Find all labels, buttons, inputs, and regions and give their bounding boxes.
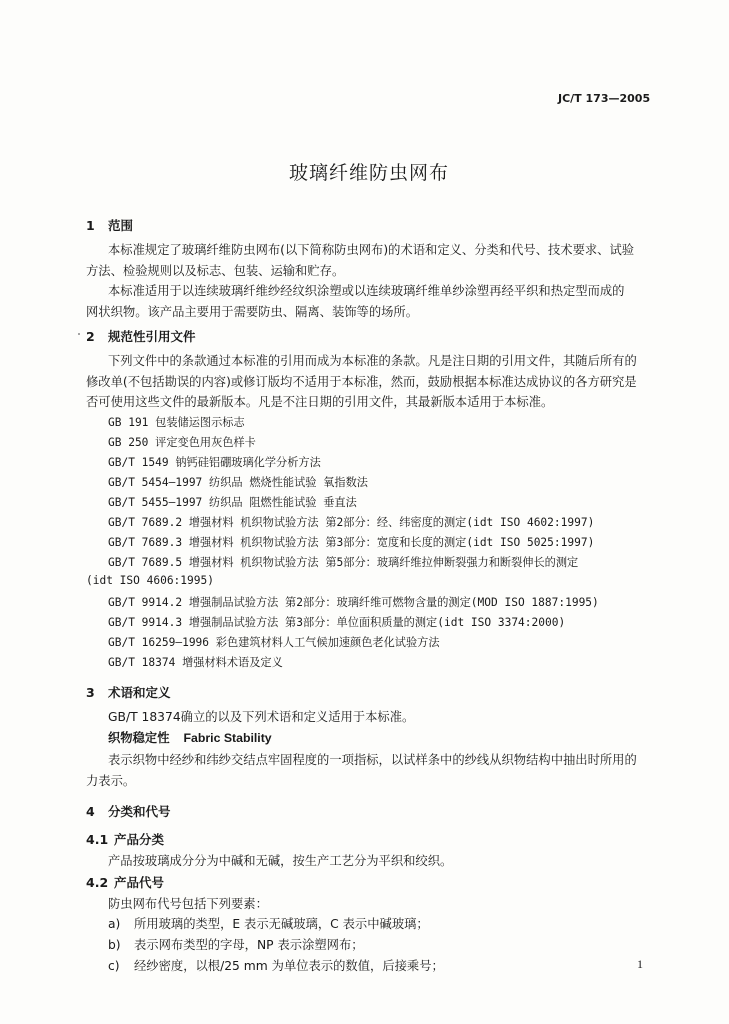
term-english: Fabric Stability — [183, 731, 272, 745]
reference-item-continuation: (idt ISO 4606:1995) — [86, 574, 214, 587]
reference-item: GB 250 评定变色用灰色样卡 — [108, 436, 256, 449]
section-4-heading — [86, 802, 171, 820]
reference-item: GB/T 9914.2 增强制品试验方法 第2部分：玻璃纤维可燃物含量的测定(MOD ISO 1887:1995) — [108, 596, 599, 609]
term-chinese: 织物稳定性 — [108, 731, 170, 745]
section-title: 分类和代号 — [108, 804, 171, 819]
reference-item: GB/T 7689.5 增强材料 机织物试验方法 第5部分：玻璃纤维拉伸断裂强力和断裂伸长的测定 — [108, 556, 579, 569]
section-title: 范围 — [108, 218, 134, 233]
subsection-4-1-heading — [86, 830, 164, 848]
paragraph-line: 网状织物。该产品主要用于需要防虫、隔离、装饰等的场所。 — [86, 305, 419, 319]
list-marker: b) — [108, 938, 121, 952]
reference-item: GB/T 1549 钠钙硅铝硼玻璃化学分析方法 — [108, 456, 321, 469]
term-entry — [108, 728, 272, 749]
paragraph-line: 修改单(不包括勘误的内容)或修订版均不适用于本标准，然而，鼓励根据本标准达成协议的各方研究是 — [86, 375, 637, 389]
section-number: 3 — [86, 685, 95, 700]
subsection-title: 产品代号 — [114, 875, 165, 890]
reference-item: GB/T 7689.3 增强材料 机织物试验方法 第3部分：宽度和长度的测定(idt ISO 5025:1997) — [108, 536, 595, 549]
list-item — [108, 935, 364, 956]
subsection-4-2-heading — [86, 873, 164, 891]
reference-item: GB/T 18374 增强材料术语及定义 — [108, 656, 283, 669]
subsection-number: 4.2 — [86, 875, 109, 890]
reference-item: GB/T 9914.3 增强制品试验方法 第3部分：单位面积质量的测定(idt ISO 3374:2000) — [108, 616, 566, 629]
page-number: 1 — [637, 957, 643, 971]
list-marker: c) — [108, 959, 120, 973]
reference-item: GB/T 5454—1997 纺织品 燃烧性能试验 氧指数法 — [108, 476, 368, 489]
paragraph-line: 下列文件中的条款通过本标准的引用而成为本标准的条款。凡是注日期的引用文件，其随后所有的 — [108, 354, 637, 368]
list-item — [108, 914, 429, 935]
list-marker: a) — [108, 917, 121, 931]
list-text: 表示网布类型的字母，NP 表示涂塑网布； — [134, 938, 364, 952]
reference-item: GB/T 7689.2 增强材料 机织物试验方法 第2部分：经、纬密度的测定(idt ISO 4602:1997) — [108, 516, 595, 529]
standard-number: JC/T 173—2005 — [558, 92, 651, 105]
list-text: 所用玻璃的类型，E 表示无碱玻璃，C 表示中碱玻璃； — [134, 917, 429, 931]
section-number: 1 — [86, 218, 95, 233]
reference-item: GB 191 包装储运图示标志 — [108, 416, 245, 429]
paragraph-line: 方法、检验规则以及标志、包装、运输和贮存。 — [86, 264, 345, 278]
reference-item: GB/T 16259—1996 彩色建筑材料人工气候加速颜色老化试验方法 — [108, 636, 440, 649]
definition-line: 力表示。 — [86, 774, 136, 788]
subsection-title: 产品分类 — [114, 832, 165, 847]
section-title: 规范性引用文件 — [108, 329, 196, 344]
paragraph-line: 否可使用这些文件的最新版本。凡是不注日期的引用文件，其最新版本适用于本标准。 — [86, 395, 554, 409]
list-item — [108, 956, 444, 977]
section-number: 2 — [86, 329, 95, 344]
paragraph-line: 本标准规定了玻璃纤维防虫网布(以下简称防虫网布)的术语和定义、分类和代号、技术要求、试验 — [108, 243, 635, 257]
section-3-heading — [86, 683, 171, 701]
list-text: 经纱密度，以根/25 mm 为单位表示的数值，后接乘号； — [134, 959, 444, 973]
paragraph-line: 防虫网布代号包括下列要素： — [108, 897, 268, 911]
margin-mark — [78, 333, 80, 335]
section-title: 术语和定义 — [108, 685, 171, 700]
section-1-heading — [86, 216, 133, 234]
paragraph-line: 本标准适用于以连续玻璃纤维纱经纹织涂塑或以连续玻璃纤维单纱涂塑再经平织和热定型而成的 — [108, 284, 625, 298]
document-title: 玻璃纤维防虫网布 — [289, 162, 450, 184]
definition-line: 表示织物中经纱和纬纱交结点牢固程度的一项指标，以试样条中的纱线从织物结构中抽出时所用的 — [108, 753, 637, 767]
reference-item: GB/T 5455—1997 纺织品 阻燃性能试验 垂直法 — [108, 496, 357, 509]
paragraph-line: 产品按玻璃成分分为中碱和无碱，按生产工艺分为平织和绞织。 — [108, 854, 453, 868]
section-number: 4 — [86, 804, 95, 819]
section-2-heading — [86, 327, 196, 345]
paragraph-line: GB/T 18374确立的以及下列术语和定义适用于本标准。 — [108, 710, 415, 724]
subsection-number: 4.1 — [86, 832, 109, 847]
